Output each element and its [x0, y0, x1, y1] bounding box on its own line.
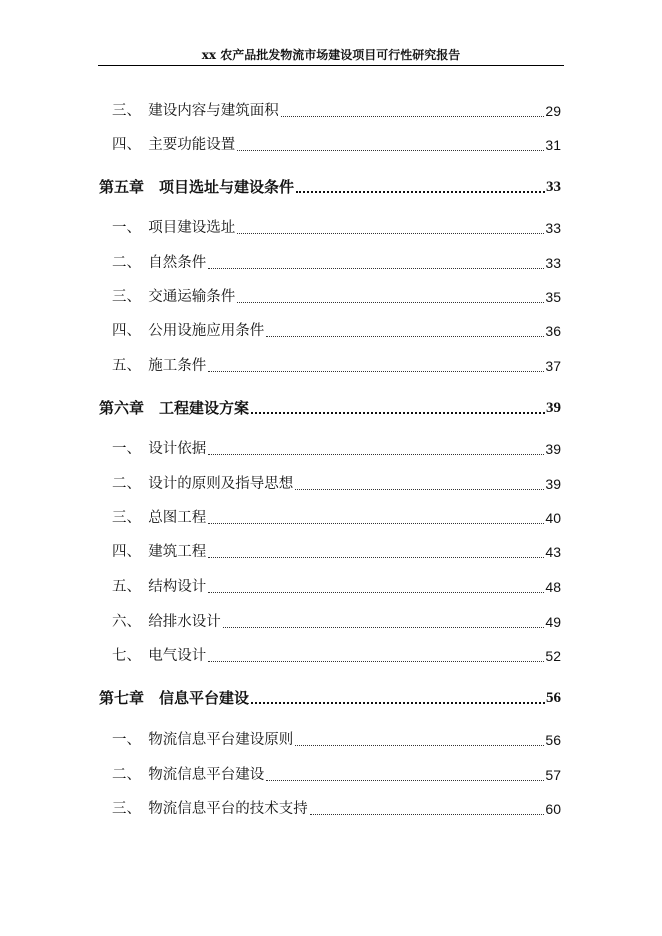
toc-section-entry[interactable]	[112, 472, 561, 494]
toc-entry-number: 六、	[112, 614, 141, 630]
toc-entry-number: 二、	[112, 767, 141, 783]
toc-entry-label	[99, 398, 249, 418]
toc-entry-label	[112, 542, 206, 562]
toc-entry-label	[112, 730, 293, 750]
toc-page-number: 39	[545, 476, 561, 492]
toc-dot-leader	[208, 641, 544, 662]
toc-entry-number: 五、	[112, 358, 141, 374]
toc-entry-label	[112, 356, 206, 376]
toc-entry-number: 五、	[112, 579, 141, 595]
toc-entry-title: 给排水设计	[148, 614, 221, 630]
toc-entry-number: 四、	[112, 323, 141, 339]
toc-entry-title: 设计的原则及指导思想	[148, 476, 294, 492]
toc-entry-label	[112, 218, 235, 238]
toc-entry-title: 物流信息平台的技术支持	[148, 801, 308, 817]
toc-page-number: 48	[545, 579, 561, 595]
toc-page-number: 40	[545, 510, 561, 526]
toc-entry-label	[112, 508, 206, 528]
toc-page-number: 37	[545, 358, 561, 374]
toc-dot-leader	[266, 760, 544, 781]
toc-dot-leader	[237, 213, 544, 234]
toc-chapter-entry[interactable]	[99, 686, 561, 708]
toc-entry-title: 结构设计	[148, 579, 207, 595]
toc-page-number: 52	[545, 648, 561, 664]
toc-entry-label	[112, 646, 206, 666]
toc-entry-number: 一、	[112, 732, 141, 748]
toc-dot-leader	[208, 434, 544, 455]
toc-page-number: 39	[546, 400, 561, 416]
toc-entry-number: 三、	[112, 289, 141, 305]
toc-dot-leader	[208, 503, 544, 524]
toc-entry-title: 主要功能设置	[148, 137, 236, 153]
toc-page-number: 60	[545, 801, 561, 817]
toc-section-entry[interactable]	[112, 285, 561, 307]
toc-chapter-entry[interactable]	[99, 175, 561, 197]
toc-entry-label	[112, 612, 221, 632]
toc-entry-title: 信息平台建设	[159, 689, 250, 707]
toc-page-number: 36	[545, 323, 561, 339]
toc-dot-leader	[208, 537, 544, 558]
toc-entry-label	[112, 577, 206, 597]
toc-entry-number: 一、	[112, 441, 141, 457]
toc-section-entry[interactable]	[112, 354, 561, 376]
toc-entry-title: 施工条件	[148, 358, 207, 374]
toc-chapter-entry[interactable]	[99, 396, 561, 418]
toc-entry-title: 项目建设选址	[148, 220, 236, 236]
toc-entry-number: 七、	[112, 648, 141, 664]
toc-entry-number: 第五章	[99, 178, 145, 196]
toc-entry-number: 三、	[112, 103, 141, 119]
toc-entry-label	[99, 688, 249, 708]
toc-section-entry[interactable]	[112, 437, 561, 459]
toc-dot-leader	[208, 572, 544, 593]
toc-page-number: 35	[545, 289, 561, 305]
toc-dot-leader	[237, 130, 544, 151]
toc-section-entry[interactable]	[112, 216, 561, 238]
toc-dot-leader	[296, 171, 545, 193]
toc-section-entry[interactable]	[112, 797, 561, 819]
toc-section-entry[interactable]	[112, 319, 561, 341]
toc-entry-title: 建筑工程	[148, 544, 207, 560]
toc-page-number: 57	[545, 767, 561, 783]
toc-entry-number: 四、	[112, 137, 141, 153]
toc-page-number: 33	[545, 220, 561, 236]
toc-section-entry[interactable]	[112, 610, 561, 632]
toc-entry-title: 物流信息平台建设原则	[148, 732, 294, 748]
toc-entry-number: 三、	[112, 510, 141, 526]
toc-entry-label	[112, 253, 206, 273]
toc-entry-title: 建设内容与建筑面积	[148, 103, 279, 119]
toc-entry-title: 物流信息平台建设	[148, 767, 265, 783]
toc-entry-label	[112, 439, 206, 459]
toc-section-entry[interactable]	[112, 506, 561, 528]
toc-section-entry[interactable]	[112, 99, 561, 121]
toc-entry-label	[112, 135, 235, 155]
toc-entry-label	[112, 101, 279, 121]
toc-entry-title: 工程建设方案	[159, 399, 250, 417]
toc-section-entry[interactable]	[112, 540, 561, 562]
toc-entry-number: 二、	[112, 476, 141, 492]
toc-section-entry[interactable]	[112, 575, 561, 597]
toc-entry-label	[112, 321, 264, 341]
toc-section-entry[interactable]	[112, 763, 561, 785]
toc-entry-title: 公用设施应用条件	[148, 323, 265, 339]
toc-entry-number: 三、	[112, 801, 141, 817]
toc-entry-title: 设计依据	[148, 441, 207, 457]
toc-page-number: 33	[546, 179, 561, 195]
toc-page-number: 31	[545, 137, 561, 153]
toc-entry-title: 项目选址与建设条件	[159, 178, 295, 196]
toc-entry-number: 第六章	[99, 399, 145, 417]
toc-dot-leader	[251, 392, 545, 414]
toc-section-entry[interactable]	[112, 133, 561, 155]
toc-section-entry[interactable]	[112, 251, 561, 273]
toc-dot-leader	[295, 725, 544, 746]
toc-section-entry[interactable]	[112, 644, 561, 666]
toc-page-number: 43	[545, 544, 561, 560]
toc-dot-leader	[310, 794, 545, 815]
toc-page-number: 49	[545, 614, 561, 630]
page-header: xx 农产品批发物流市场建设项目可行性研究报告	[98, 46, 564, 66]
toc-entry-number: 第七章	[99, 689, 145, 707]
toc-entry-label	[112, 799, 308, 819]
toc-entry-title: 总图工程	[148, 510, 207, 526]
toc-entry-label	[112, 287, 235, 307]
toc-entry-number: 四、	[112, 544, 141, 560]
toc-page-number: 33	[545, 255, 561, 271]
toc-dot-leader	[281, 96, 545, 117]
toc-dot-leader	[295, 469, 544, 490]
toc-entry-title: 自然条件	[148, 255, 207, 271]
toc-entry-title: 电气设计	[148, 648, 207, 664]
toc-dot-leader	[266, 316, 544, 337]
toc-dot-leader	[251, 682, 545, 704]
toc-entry-title: 交通运输条件	[148, 289, 236, 305]
toc-entry-label	[99, 177, 294, 197]
toc-entry-label	[112, 474, 293, 494]
toc-entry-label	[112, 765, 264, 785]
toc-dot-leader	[223, 607, 545, 628]
toc-dot-leader	[208, 248, 544, 269]
toc-page-number: 39	[545, 441, 561, 457]
toc-page-number: 29	[545, 103, 561, 119]
toc-entry-number: 二、	[112, 255, 141, 271]
toc-page-number: 56	[545, 732, 561, 748]
toc-section-entry[interactable]	[112, 728, 561, 750]
toc-dot-leader	[208, 351, 544, 372]
toc-entry-number: 一、	[112, 220, 141, 236]
toc-dot-leader	[237, 282, 544, 303]
toc-page-number: 56	[546, 690, 561, 706]
